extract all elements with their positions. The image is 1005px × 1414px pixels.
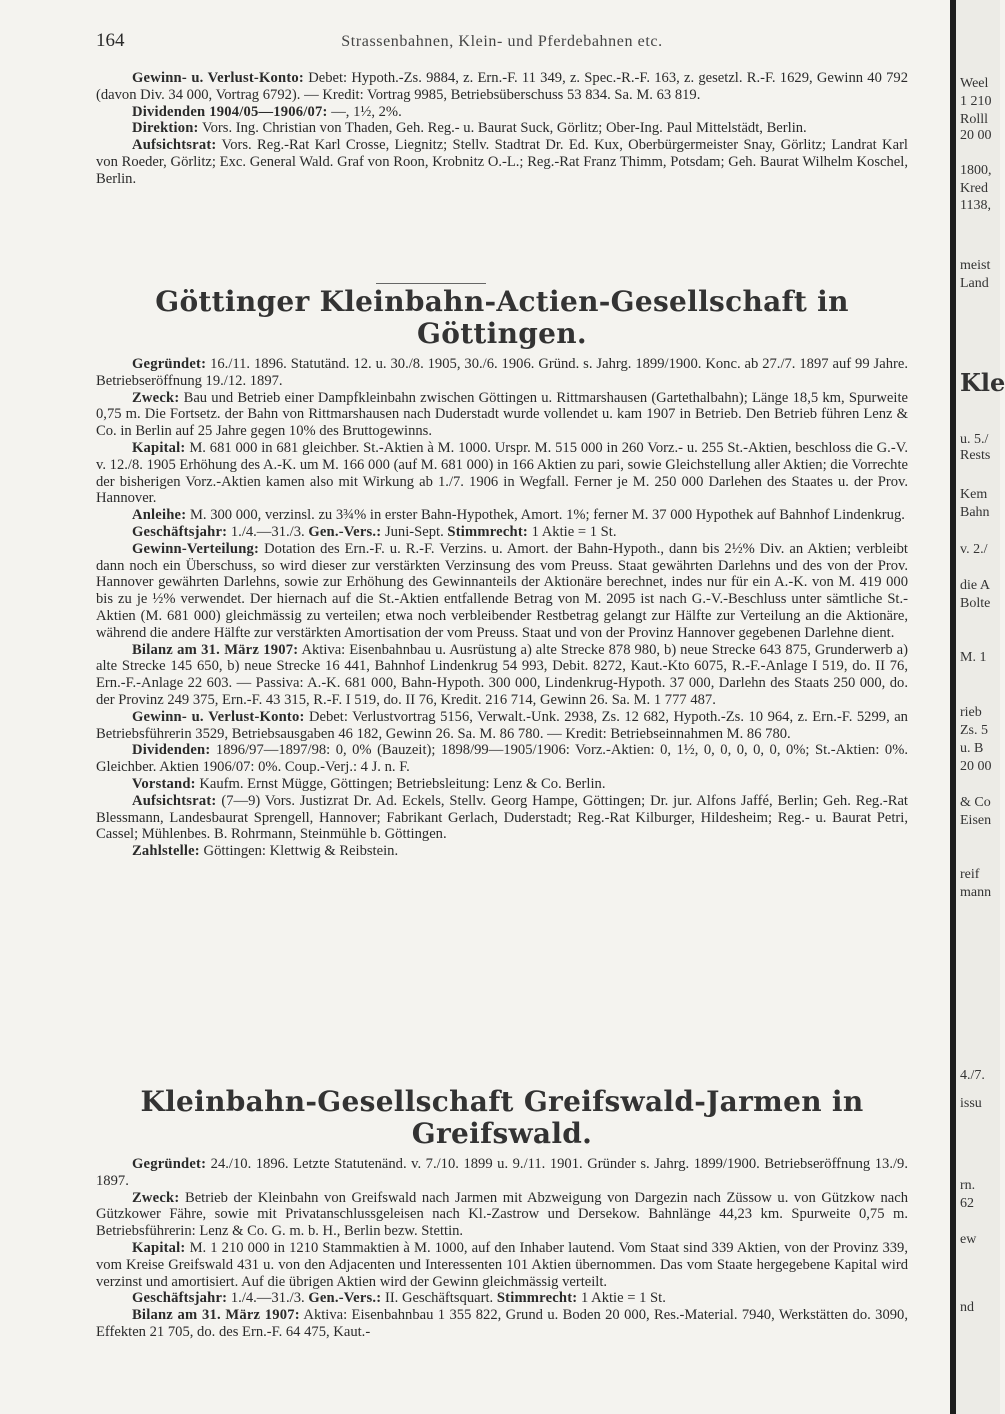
entry-title-greifswald: Kleinbahn-Gesellschaft Greifswald-Jarmen in Greifswald.	[140, 1085, 864, 1150]
neighbor-fragment: 62	[960, 1196, 974, 1211]
page-header	[96, 30, 908, 56]
entry-divider	[376, 283, 486, 284]
neighbor-heading-fragment: Kle	[960, 368, 1005, 397]
entry-goettingen	[96, 286, 908, 860]
neighbor-fragment: 1138,	[960, 198, 991, 213]
paragraph-bilanz: Bilanz am 31. März 1907: Aktiva: Eisenbahnbau u. Ausrüstung a) alte Strecke 878 980, b) neue Strecke 643 875, Grunderwerb a) alte Strecke 145 650, b) neue Strecke 16 441, Bahnhof Lindenkrug 54 993, Debit. 8272, Kaut.-Kto 6075, R.-F.-Anlage I 519, do. II 76, Ern.-F.-Anlage 22 603. — Passiva: A.-K. 681 000, Bahn-Hypoth. 300 000, Lindenkrug-Hypoth. 37 000, Darlehn des Staats 250 000, do. der Provinz 249 375, Ern.-F. 43 315, R.-F. I 519, do. II 76, Kredit. 216 714, Gewinn 26. Sa. M. 1 777 487.	[96, 641, 908, 708]
neighbor-fragment: u. 5./	[960, 432, 989, 447]
entry-title-goettingen: Göttinger Kleinbahn-Actien-Gesellschaft in Göttingen.	[155, 285, 849, 350]
paragraph-zahlstelle: Zahlstelle: Göttingen: Klettwig & Reibstein.	[132, 843, 399, 860]
neighbor-fragment: Eisen	[960, 813, 992, 828]
neighbor-fragment: Rolll	[960, 112, 989, 127]
neighbor-fragment: & Co	[960, 795, 991, 810]
paragraph-kapital: Kapital: M. 681 000 in 681 gleichber. St.-Aktien à M. 1000. Urspr. M. 515 000 in 260 Vorz.- u. 255 St.-Aktien, beschloss die G.-V. v. 12./8. 1905 Erhöhung des A.-K. um M. 166 000 (auf M. 681 000) in 166 Aktien zu pari, sowie Gleichstellung aller Aktien; die Vorrechte der bisherigen Vorz.-Aktien kamen also mit Wirkung ab 1./7. 1906 in Wegfall. Ferner je M. 250 000 Darlehen des Staates u. der Prov. Hannover.	[96, 439, 908, 507]
neighbor-fragment: meist	[960, 258, 991, 273]
paragraph-dividenden: Dividenden 1904/05—1906/07: —, 1½, 2%.	[132, 103, 402, 120]
paragraph-dividenden: Dividenden: 1896/97—1897/98: 0, 0% (Bauzeit); 1898/99—1905/1906: Vorz.-Aktien: 0, 1½, 0, 0, 0, 0, 0, 0%; St.-Aktien: 0%. Gleichber. Aktien 1906/07: 0%. Coup.-Verj.: 4 J. n. F.	[96, 742, 908, 776]
paragraph-kapital: Kapital: M. 1 210 000 in 1210 Stammaktien à M. 1000, auf den Inhaber lautend. Vom Staat sind 339 Aktien, von der Provinz 339, vom Kreise Greifswald 431 u. von den Adjacenten und Interessenten 101 Aktien übernommen. Das vom Staate hergegebene Kapital wird verzinst und amortisiert. Auf die übrigen Aktien wird der Gewinn gleichmässig verteilt.	[96, 1239, 908, 1290]
neighbor-fragment: rieb	[960, 705, 982, 720]
neighbor-fragment: 1800,	[960, 163, 992, 178]
neighbor-fragment: u. B	[960, 741, 984, 756]
entry-greifswald	[96, 1086, 908, 1341]
paragraph-direktion: Direktion: Vors. Ing. Christian von Thaden, Geh. Reg.- u. Baurat Suck, Görlitz; Ober-Ing. Paul Mittelstädt, Berlin.	[132, 120, 807, 137]
paragraph-gewinn-verlust-konto: Gewinn- u. Verlust-Konto: Debet: Verlustvortrag 5156, Verwalt.-Unk. 2938, Zs. 12 682, Hypoth.-Zs. 10 964, z. Ern.-F. 5299, an Betriebsführerin 3529, Betriebsausgaben 46 182, Gewinn 26. Sa. M. 86 780. — Kredit: Betriebseinnahmen M. 86 780.	[96, 708, 908, 742]
neighbor-fragment: 20 00	[960, 759, 992, 774]
neighbor-fragment: Weel	[960, 76, 989, 91]
paragraph-geschaeftsjahr: Geschäftsjahr: 1./4.—31./3. Gen.-Vers.: Juni-Sept. Stimmrecht: 1 Aktie = 1 St.	[132, 523, 617, 540]
paragraph-geschaeftsjahr: Geschäftsjahr: 1./4.—31./3. Gen.-Vers.: II. Geschäftsquart. Stimmrecht: 1 Aktie = 1 St.	[132, 1290, 666, 1307]
neighbor-fragment: Bolte	[960, 596, 991, 611]
paragraph-gegruendet: Gegründet: 24./10. 1896. Letzte Statutenänd. v. 7./10. 1899 u. 9./11. 1901. Gründer s. Jahrg. 1899/1900. Betriebseröffnung 13./9. 1897.	[96, 1156, 908, 1189]
neighbor-fragment: rn.	[960, 1178, 976, 1193]
neighbor-fragment: Rests	[960, 448, 991, 463]
neighbor-fragment: 1 210	[960, 94, 992, 109]
previous-entry-continuation	[96, 70, 908, 188]
neighbor-fragment: Bahn	[960, 505, 990, 520]
neighbor-fragment: nd	[960, 1300, 974, 1315]
neighbor-fragment: Land	[960, 276, 989, 291]
paragraph-gegruendet: Gegründet: 16./11. 1896. Statutänd. 12. u. 30./8. 1905, 30./6. 1906. Gründ. s. Jahrg. 1899/1900. Konc. ab 27./7. 1897 auf 99 Jahre. Betriebseröffnung 19./12. 1897.	[96, 356, 908, 389]
paragraph-zweck: Zweck: Betrieb der Kleinbahn von Greifswald nach Jarmen mit Abzweigung von Dargezin nach Züssow u. von Gützkow nach Gützkower Fähre, sowie mit Privatanschlussgeleisen nach Kl.-Zastrow und Dersekow. Bahnlänge 44,23 km. Spurweite 0,75 m. Betriebsführerin: Lenz & Co. G. m. b. H., Berlin bezw. Stettin.	[96, 1189, 908, 1240]
neighbor-fragment: Kem	[960, 487, 988, 502]
running-title: Strassenbahnen, Klein- und Pferdebahnen etc.	[341, 33, 663, 50]
neighbor-fragment: M. 1	[960, 650, 987, 665]
paragraph-anleihe: Anleihe: M. 300 000, verzinsl. zu 3¾% in erster Bahn-Hypothek, Amort. 1%; ferner M. 37 000 Hypothek auf Bahnhof Lindenkrug.	[132, 507, 905, 524]
paragraph-gewinn-verteilung: Gewinn-Verteilung: Dotation des Ern.-F. u. R.-F. Verzins. u. Amort. der Bahn-Hypoth., dann bis 2½% Div. an Aktien; verbleibt dann noch ein Überschuss, so wird dieser zur verstärkten Verzinsung des vom Preuss. Staat gewährten Darlehns und des von der Prov. Hannover gewährten Darlehns, sowie zur Erhöhung des Gewinnanteils der Aktionäre berechnet, indes nur für ein A.-K. von M. 419 000 bis zu je ½% verwendet. Der hiernach auf die St.-Aktien entfallende Betrag von M. 2095 ist nach G.-V.-Beschluss unter sämtliche St.-Aktien (M. 681 000) gleichmässig zu verteilen; etwa noch verbleibender Restbetrag gelangt zur Hälfte zur Verteilung an die Aktionäre, während die andere Hälfte zur verstärkten Amortisation der vom Preuss. Staat und von der Provinz Hannover gegebenen Darlehne dient.	[96, 540, 908, 641]
neighbor-fragment: 20 00	[960, 128, 992, 143]
neighbor-fragment: die A	[960, 578, 990, 593]
neighbor-fragment: Zs. 5	[960, 723, 988, 738]
page-number: 164	[96, 30, 125, 51]
neighbor-fragment: issu	[960, 1096, 982, 1111]
paragraph-aufsichtsrat: Aufsichtsrat: Vors. Reg.-Rat Karl Crosse, Liegnitz; Stellv. Stadtrat Dr. Ed. Kux, Oberbürgermeister Snay, Görlitz; Landrat Karl von Roeder, Görlitz; Exc. General Wald. Graf von Roon, Krobnitz O.-L.; Reg.-Rat Franz Thimm, Potsdam; Geh. Baurat Wilhelm Koschel, Berlin.	[96, 137, 908, 187]
neighbor-fragment: 4./7.	[960, 1068, 985, 1083]
paragraph-aufsichtsrat: Aufsichtsrat: (7—9) Vors. Justizrat Dr. Ad. Eckels, Stellv. Georg Hampe, Göttingen; Dr. jur. Alfons Jaffé, Berlin; Geh. Reg.-Rat Blessmann, Landesbaurat Sprengell, Hannover; Fabrikant Gerlach, Duderstadt; Reg.-Rat Kilburger, Hildesheim; Reg.- u. Baurat Petri, Cassel; Mühlenbes. B. Rohrmann, Steinmühle b. Göttingen.	[96, 792, 908, 843]
neighbor-fragment: mann	[960, 885, 992, 900]
neighbor-fragment: ew	[960, 1232, 977, 1247]
neighbor-fragment: v. 2./	[960, 542, 988, 557]
neighbor-fragment: reif	[960, 867, 980, 882]
paragraph-zweck: Zweck: Bau und Betrieb einer Dampfkleinbahn zwischen Göttingen u. Rittmarshausen (Gartethalbahn); Länge 18,5 km, Spurweite 0,75 m. Die Fortsetz. der Bahn von Rittmarshausen nach Duderstadt wurde vollendet u. kam 1907 in Betrieb. Den Betrieb führen Lenz & Co. in Berlin auf 25 Jahre gegen 10% des Bruttogewinns.	[96, 389, 908, 440]
paragraph-gewinn-verlust: Gewinn- u. Verlust-Konto: Debet: Hypoth.-Zs. 9884, z. Ern.-F. 11 349, z. Spec.-R.-F. 163, z. gesetzl. R.-F. 1629, Gewinn 40 792 (davon Div. 34 000, Vortrag 6792). — Kredit: Vortrag 9985, Betriebsüberschuss 53 834. Sa. M. 63 819.	[96, 70, 909, 103]
neighbor-fragment: Kred	[960, 181, 988, 196]
page-gutter-shadow	[950, 0, 956, 1414]
paragraph-bilanz: Bilanz am 31. März 1907: Aktiva: Eisenbahnbau 1 355 822, Grund u. Boden 20 000, Res.-Material. 7940, Werkstätten do. 3090, Effekten 21 705, do. des Ern.-F. 64 475, Kaut.-	[96, 1307, 908, 1340]
neighbor-page-strip	[950, 0, 1005, 1414]
paragraph-vorstand: Vorstand: Kaufm. Ernst Mügge, Göttingen; Betriebsleitung: Lenz & Co. Berlin.	[132, 775, 606, 792]
